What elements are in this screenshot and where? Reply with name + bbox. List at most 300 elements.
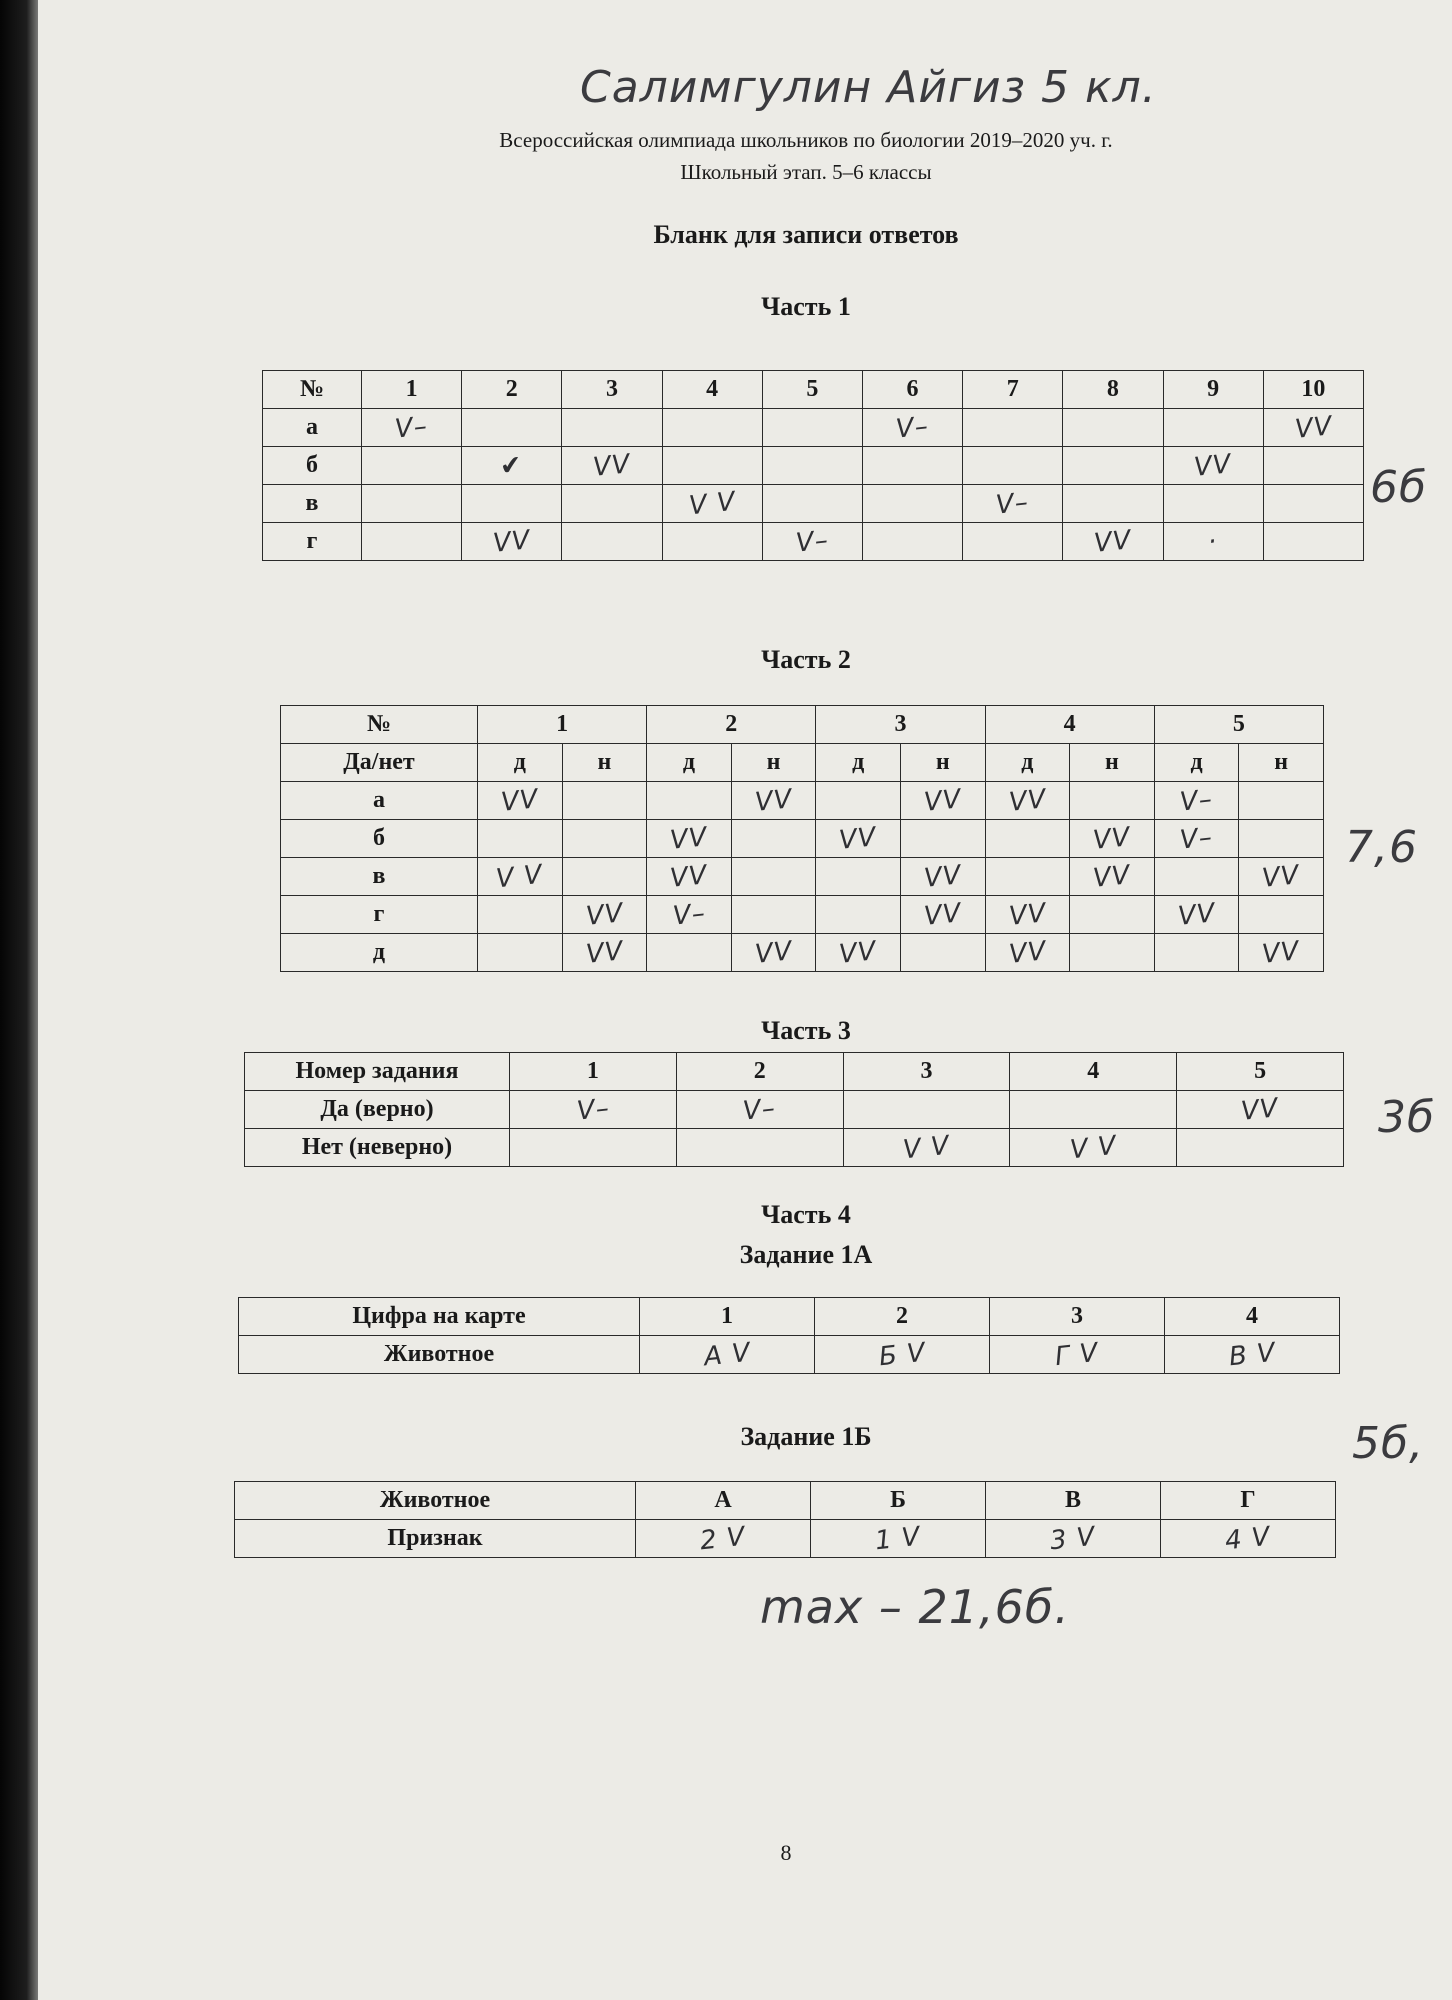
part2-answer-cell bbox=[985, 896, 1070, 934]
checkmark-mark: VV bbox=[584, 897, 625, 932]
part2-answer-row bbox=[281, 782, 1324, 820]
part1-answer-cell bbox=[362, 485, 462, 523]
cell-text: г bbox=[373, 901, 385, 927]
part2-subcol-header bbox=[985, 744, 1070, 782]
cell-text: г bbox=[306, 528, 318, 554]
page-number: 8 bbox=[780, 1840, 792, 1865]
handwritten-answer: 1 V bbox=[873, 1521, 923, 1556]
part2-answer-cell bbox=[562, 782, 647, 820]
cell-text: 4 bbox=[1246, 1303, 1258, 1329]
task1b-col-header bbox=[986, 1482, 1161, 1520]
cell-text: д bbox=[682, 749, 696, 775]
part1-answer-row bbox=[263, 409, 1364, 447]
cell-text: 1 bbox=[586, 1058, 599, 1084]
task1b-col-header bbox=[811, 1482, 986, 1520]
part3-answer-cell bbox=[676, 1091, 843, 1129]
part1-answer-cell bbox=[562, 485, 662, 523]
part3-table bbox=[244, 1052, 1344, 1167]
cell-text: в bbox=[305, 490, 319, 516]
part2-subcol-header bbox=[1070, 744, 1155, 782]
part1-answer-cell bbox=[1163, 523, 1263, 561]
checkmark-mark: VV bbox=[922, 859, 964, 894]
checkmark-mark: V– bbox=[393, 410, 430, 445]
part2-subcol-header bbox=[562, 744, 647, 782]
part2-answer-cell bbox=[1154, 934, 1239, 972]
part2-answer-row bbox=[281, 896, 1324, 934]
part2-answer-cell bbox=[816, 934, 901, 972]
part2-row-label bbox=[281, 896, 478, 934]
task1a-answer-cell bbox=[990, 1336, 1165, 1374]
cell-text: Нет (неверно) bbox=[301, 1134, 453, 1160]
part1-answer-cell bbox=[762, 523, 862, 561]
cell-text: Г bbox=[1240, 1487, 1256, 1513]
part3-header-row bbox=[245, 1053, 1344, 1091]
checkmark-mark: VV bbox=[837, 821, 879, 856]
part3-col-header bbox=[843, 1053, 1010, 1091]
cell-text: д bbox=[1190, 749, 1203, 775]
part1-answer-cell bbox=[1063, 523, 1163, 561]
part2-answer-cell bbox=[816, 782, 901, 820]
part2-table bbox=[280, 705, 1324, 972]
part1-answer-cell bbox=[562, 447, 662, 485]
cell-text: Да (верно) bbox=[320, 1096, 434, 1122]
cell-text: д bbox=[372, 939, 386, 965]
part1-row-label bbox=[263, 409, 362, 447]
task1a-answer-cell bbox=[640, 1336, 815, 1374]
checkmark-mark: VV bbox=[922, 897, 964, 932]
part1-col-header bbox=[662, 371, 762, 409]
cell-text: д bbox=[1021, 749, 1034, 775]
form-title: Бланк для записи ответов bbox=[653, 220, 959, 249]
cell-text: Животное bbox=[379, 1487, 491, 1513]
part3-answer-row bbox=[245, 1129, 1344, 1167]
checkmark-mark: VV bbox=[1260, 859, 1302, 894]
checkmark-mark: V V bbox=[901, 1130, 952, 1165]
checkmark-mark: VV bbox=[1092, 524, 1134, 559]
handwritten-answer: Г V bbox=[1053, 1337, 1101, 1372]
part1-score: 6б bbox=[1370, 462, 1428, 513]
checkmark-mark: VV bbox=[837, 935, 879, 970]
cell-text: 7 bbox=[1006, 376, 1019, 402]
cell-text: н bbox=[1274, 749, 1289, 775]
part2-row-label bbox=[281, 782, 478, 820]
part1-answer-cell bbox=[862, 485, 962, 523]
part2-answer-cell bbox=[731, 782, 816, 820]
cell-text: 5 bbox=[806, 376, 819, 402]
cell-text: 1 bbox=[556, 711, 569, 737]
part1-table bbox=[262, 370, 1364, 561]
part1-answer-cell bbox=[1063, 485, 1163, 523]
checkmark-mark: VV bbox=[668, 859, 710, 894]
part4-score: 5б, bbox=[1352, 1418, 1425, 1469]
cell-text: б bbox=[306, 452, 318, 478]
cell-text: н bbox=[935, 749, 950, 775]
cell-text: 8 bbox=[1106, 376, 1119, 402]
handwritten-answer: В V bbox=[1227, 1337, 1277, 1372]
cell-text: а bbox=[306, 414, 318, 440]
cell-text: 4 bbox=[1087, 1058, 1100, 1084]
task1a-corner bbox=[239, 1298, 640, 1336]
part2-answer-row bbox=[281, 820, 1324, 858]
handwritten-answer: А V bbox=[702, 1337, 752, 1372]
part3-score: 3б bbox=[1378, 1092, 1436, 1143]
task1a-answer-row bbox=[239, 1336, 1340, 1374]
part2-subcol-header bbox=[731, 744, 816, 782]
part2-answer-cell bbox=[647, 858, 732, 896]
part1-col-header bbox=[762, 371, 862, 409]
part1-answer-cell bbox=[963, 409, 1063, 447]
checkmark-mark: VV bbox=[1176, 897, 1217, 932]
part1-answer-cell bbox=[362, 447, 462, 485]
part1-answer-cell bbox=[462, 447, 562, 485]
part1-col-header bbox=[362, 371, 462, 409]
part1-answer-cell bbox=[862, 447, 962, 485]
part3-col-header bbox=[510, 1053, 677, 1091]
part3-answer-cell bbox=[1010, 1091, 1177, 1129]
part1-answer-cell bbox=[462, 523, 562, 561]
checkmark-mark: V– bbox=[575, 1092, 611, 1127]
cell-text: 3 bbox=[920, 1058, 933, 1084]
cell-text: 3 bbox=[605, 376, 618, 402]
part1-answer-cell bbox=[862, 409, 962, 447]
part2-answer-cell bbox=[1239, 858, 1324, 896]
part1-row-label bbox=[263, 523, 362, 561]
part3-answer-cell bbox=[1177, 1091, 1344, 1129]
part2-answer-cell bbox=[647, 782, 732, 820]
checkmark-mark: VV bbox=[1091, 859, 1133, 894]
cell-text: 5 bbox=[1254, 1058, 1267, 1084]
part1-col-header bbox=[1063, 371, 1163, 409]
part1-answer-cell bbox=[662, 409, 762, 447]
cell-text: 2 bbox=[896, 1303, 908, 1329]
part2-answer-cell bbox=[900, 934, 985, 972]
part1-answer-cell bbox=[662, 523, 762, 561]
part3-answer-cell bbox=[510, 1091, 677, 1129]
part1-answer-cell bbox=[963, 523, 1063, 561]
part2-answer-cell bbox=[985, 934, 1070, 972]
part1-col-header bbox=[562, 371, 662, 409]
cell-text: А bbox=[714, 1487, 732, 1513]
task1a-row-label bbox=[239, 1336, 640, 1374]
part1-answer-cell bbox=[1163, 447, 1263, 485]
part2-row-label bbox=[281, 934, 478, 972]
checkmark-mark: VV bbox=[1091, 821, 1133, 856]
part1-answer-cell bbox=[1263, 447, 1363, 485]
stage-subtitle: Школьный этап. 5–6 классы bbox=[680, 160, 932, 184]
part2-answer-row bbox=[281, 858, 1324, 896]
part2-answer-cell bbox=[900, 896, 985, 934]
part2-answer-cell bbox=[900, 782, 985, 820]
checkmark-mark: V V bbox=[494, 859, 545, 894]
part1-answer-cell bbox=[1263, 523, 1363, 561]
handwritten-answer: 3 V bbox=[1048, 1521, 1098, 1556]
task1a-col-header bbox=[815, 1298, 990, 1336]
part1-answer-cell bbox=[1163, 409, 1263, 447]
part2-corner bbox=[281, 706, 478, 744]
checkmark-mark: VV bbox=[753, 783, 794, 818]
part1-answer-cell bbox=[1163, 485, 1263, 523]
cell-text: н bbox=[766, 749, 781, 775]
part1-col-header bbox=[462, 371, 562, 409]
checkmark-mark: VV bbox=[1007, 783, 1048, 818]
part2-answer-cell bbox=[647, 820, 732, 858]
part1-answer-cell bbox=[963, 447, 1063, 485]
cell-text: Цифра на карте bbox=[352, 1303, 526, 1329]
part2-answer-row bbox=[281, 934, 1324, 972]
cell-text: 2 bbox=[753, 1058, 766, 1084]
part2-answer-cell bbox=[647, 896, 732, 934]
part2-subcol-header bbox=[647, 744, 732, 782]
cell-text: 9 bbox=[1207, 376, 1220, 402]
part2-group-row bbox=[281, 706, 1324, 744]
part1-row-label bbox=[263, 447, 362, 485]
part1-answer-cell bbox=[662, 447, 762, 485]
cell-text: д bbox=[852, 749, 865, 775]
part2-answer-cell bbox=[985, 820, 1070, 858]
checkmark-mark: VV bbox=[1007, 935, 1048, 970]
part3-col-header bbox=[676, 1053, 843, 1091]
cell-text: 2 bbox=[505, 376, 518, 402]
cell-text: д bbox=[513, 749, 526, 775]
part2-answer-cell bbox=[816, 896, 901, 934]
cell-text: № bbox=[299, 376, 325, 402]
part2-subcol-header bbox=[900, 744, 985, 782]
part2-answer-cell bbox=[731, 820, 816, 858]
part1-answer-cell bbox=[1263, 409, 1363, 447]
part3-answer-cell bbox=[843, 1129, 1010, 1167]
part3-col-header bbox=[1177, 1053, 1344, 1091]
checkmark-mark: V– bbox=[1178, 783, 1215, 818]
part2-subcol-header bbox=[1239, 744, 1324, 782]
part2-answer-cell bbox=[985, 858, 1070, 896]
checkmark-mark: VV bbox=[1239, 1092, 1281, 1127]
part3-answer-cell bbox=[676, 1129, 843, 1167]
task1a-answer-cell bbox=[815, 1336, 990, 1374]
part1-header-row bbox=[263, 371, 1364, 409]
part2-answer-cell bbox=[1239, 820, 1324, 858]
checkmark-mark: VV bbox=[584, 935, 625, 970]
checkmark-mark: VV bbox=[1192, 448, 1234, 483]
scan-dark-edge bbox=[0, 0, 38, 2000]
part3-row-label bbox=[245, 1091, 510, 1129]
handwritten-answer: Б V bbox=[877, 1337, 927, 1372]
part2-answer-cell bbox=[1154, 820, 1239, 858]
part2-answer-cell bbox=[900, 820, 985, 858]
checkmark-mark: V V bbox=[1068, 1130, 1119, 1165]
cell-text: 1 bbox=[405, 376, 418, 402]
part2-answer-cell bbox=[562, 820, 647, 858]
part2-answer-cell bbox=[478, 820, 563, 858]
checkmark-mark: VV bbox=[922, 783, 964, 818]
part1-answer-cell bbox=[362, 409, 462, 447]
cell-text: н bbox=[1105, 749, 1119, 775]
part2-answer-cell bbox=[1070, 896, 1155, 934]
cell-text: Номер задания bbox=[295, 1058, 459, 1084]
part2-group-header bbox=[647, 706, 816, 744]
part2-group-header bbox=[985, 706, 1154, 744]
cell-text: 2 bbox=[725, 711, 738, 737]
part2-answer-cell bbox=[478, 896, 563, 934]
part2-answer-cell bbox=[900, 858, 985, 896]
task1b-corner bbox=[235, 1482, 636, 1520]
part1-answer-cell bbox=[1063, 409, 1163, 447]
part2-answer-cell bbox=[1070, 782, 1155, 820]
cell-text: № bbox=[366, 711, 392, 737]
part2-answer-cell bbox=[816, 858, 901, 896]
part1-answer-cell bbox=[662, 485, 762, 523]
cell-text: Признак bbox=[387, 1525, 483, 1551]
checkmark-mark: V– bbox=[894, 410, 931, 445]
part2-answer-cell bbox=[1239, 934, 1324, 972]
cell-text: н bbox=[597, 749, 612, 775]
part2-subcol-header bbox=[1154, 744, 1239, 782]
part2-answer-cell bbox=[1070, 858, 1155, 896]
checkmark-mark: VV bbox=[1007, 897, 1048, 932]
part2-answer-cell bbox=[1154, 782, 1239, 820]
olympiad-title: Всероссийская олимпиада школьников по биологии 2019–2020 уч. г. bbox=[499, 128, 1113, 152]
cell-text: 5 bbox=[1232, 711, 1245, 737]
task1b-answer-cell bbox=[811, 1520, 986, 1558]
part1-answer-cell bbox=[462, 485, 562, 523]
checkmark-mark: VV bbox=[1260, 935, 1302, 970]
part2-answer-cell bbox=[731, 896, 816, 934]
part2-subcorner bbox=[281, 744, 478, 782]
part2-answer-cell bbox=[562, 934, 647, 972]
part2-answer-cell bbox=[1070, 934, 1155, 972]
task1b-col-header bbox=[636, 1482, 811, 1520]
part3-answer-cell bbox=[843, 1091, 1010, 1129]
part2-heading: Часть 2 bbox=[761, 645, 851, 674]
part3-answer-cell bbox=[1177, 1129, 1344, 1167]
part4-heading: Часть 4 bbox=[761, 1200, 851, 1229]
part2-answer-cell bbox=[985, 782, 1070, 820]
checkmark-mark: V– bbox=[741, 1092, 778, 1127]
checkmark-mark: VV bbox=[491, 524, 533, 559]
checkmark-mark: V– bbox=[994, 486, 1031, 521]
part1-answer-row bbox=[263, 447, 1364, 485]
part2-row-label bbox=[281, 858, 478, 896]
handwritten-answer: 2 V bbox=[698, 1521, 748, 1556]
part2-answer-cell bbox=[1239, 782, 1324, 820]
cell-text: В bbox=[1064, 1487, 1081, 1513]
checkmark-mark: V– bbox=[794, 524, 831, 559]
task1b-col-header bbox=[1161, 1482, 1336, 1520]
cell-text: 1 bbox=[721, 1303, 733, 1329]
part1-answer-cell bbox=[362, 523, 462, 561]
part1-answer-cell bbox=[862, 523, 962, 561]
part2-answer-cell bbox=[562, 896, 647, 934]
part2-answer-cell bbox=[647, 934, 732, 972]
part1-answer-cell bbox=[1263, 485, 1363, 523]
checkmark-mark: VV bbox=[499, 783, 541, 818]
task1b-heading: Задание 1Б bbox=[740, 1422, 872, 1451]
cell-text: а bbox=[373, 787, 385, 813]
cell-text: в bbox=[372, 863, 386, 889]
part3-col-header bbox=[1010, 1053, 1177, 1091]
part1-answer-cell bbox=[1063, 447, 1163, 485]
checkmark-mark: VV bbox=[591, 448, 633, 483]
part1-row-label bbox=[263, 485, 362, 523]
part1-answer-row bbox=[263, 523, 1364, 561]
part2-answer-cell bbox=[478, 858, 563, 896]
task1a-table bbox=[238, 1297, 1340, 1374]
cell-text: 6 bbox=[906, 376, 919, 402]
part1-col-header bbox=[963, 371, 1063, 409]
part2-answer-cell bbox=[1154, 858, 1239, 896]
task1b-answer-cell bbox=[986, 1520, 1161, 1558]
cell-text: Да/нет bbox=[343, 749, 415, 775]
cell-text: 3 bbox=[1071, 1303, 1083, 1329]
part1-answer-cell bbox=[762, 409, 862, 447]
part2-score: 7,6 bbox=[1345, 822, 1418, 873]
part1-corner bbox=[263, 371, 362, 409]
cell-text: Животное bbox=[383, 1341, 495, 1367]
part1-answer-row bbox=[263, 485, 1364, 523]
checkmark-mark: ✔ bbox=[498, 449, 525, 482]
part2-answer-cell bbox=[1154, 896, 1239, 934]
task1a-answer-cell bbox=[1165, 1336, 1340, 1374]
part2-answer-cell bbox=[1239, 896, 1324, 934]
part2-answer-cell bbox=[562, 858, 647, 896]
part2-group-header bbox=[478, 706, 647, 744]
part1-answer-cell bbox=[462, 409, 562, 447]
task1b-answer-cell bbox=[636, 1520, 811, 1558]
part3-heading: Часть 3 bbox=[761, 1016, 851, 1045]
cell-text: 4 bbox=[1063, 711, 1076, 737]
max-score-note: max – 21,6б. bbox=[760, 1580, 1070, 1634]
checkmark-mark: VV bbox=[753, 935, 794, 970]
part2-subcol-header bbox=[816, 744, 901, 782]
part2-group-header bbox=[816, 706, 985, 744]
task1b-row-label bbox=[235, 1520, 636, 1558]
cell-text: Б bbox=[890, 1487, 906, 1513]
part2-group-header bbox=[1154, 706, 1323, 744]
checkmark-mark: V– bbox=[1178, 821, 1215, 856]
part1-col-header bbox=[1263, 371, 1363, 409]
part2-answer-cell bbox=[731, 934, 816, 972]
part3-answer-row bbox=[245, 1091, 1344, 1129]
task1b-answer-row bbox=[235, 1520, 1336, 1558]
part3-answer-cell bbox=[1010, 1129, 1177, 1167]
task1a-header-row bbox=[239, 1298, 1340, 1336]
part1-answer-cell bbox=[963, 485, 1063, 523]
part2-subcol-header bbox=[478, 744, 563, 782]
cell-text: 10 bbox=[1301, 376, 1326, 402]
task1b-header-row bbox=[235, 1482, 1336, 1520]
task1b-table bbox=[234, 1481, 1336, 1558]
part2-answer-cell bbox=[731, 858, 816, 896]
checkmark-mark: · bbox=[1206, 526, 1220, 557]
part2-answer-cell bbox=[478, 782, 563, 820]
checkmark-mark: V V bbox=[687, 486, 738, 521]
checkmark-mark: V– bbox=[671, 897, 707, 932]
part3-answer-cell bbox=[510, 1129, 677, 1167]
part1-answer-cell bbox=[562, 409, 662, 447]
part3-row-label bbox=[245, 1129, 510, 1167]
student-name-handwritten: Салимгулин Айгиз 5 кл. bbox=[580, 62, 1157, 113]
part1-answer-cell bbox=[562, 523, 662, 561]
part1-heading: Часть 1 bbox=[761, 292, 851, 321]
cell-text: 4 bbox=[706, 376, 719, 402]
task1b-answer-cell bbox=[1161, 1520, 1336, 1558]
checkmark-mark: VV bbox=[1293, 410, 1334, 445]
task1a-col-header bbox=[1165, 1298, 1340, 1336]
part2-answer-cell bbox=[1070, 820, 1155, 858]
part1-col-header bbox=[862, 371, 962, 409]
part3-corner bbox=[245, 1053, 510, 1091]
part2-subheader-row bbox=[281, 744, 1324, 782]
part1-col-header bbox=[1163, 371, 1263, 409]
